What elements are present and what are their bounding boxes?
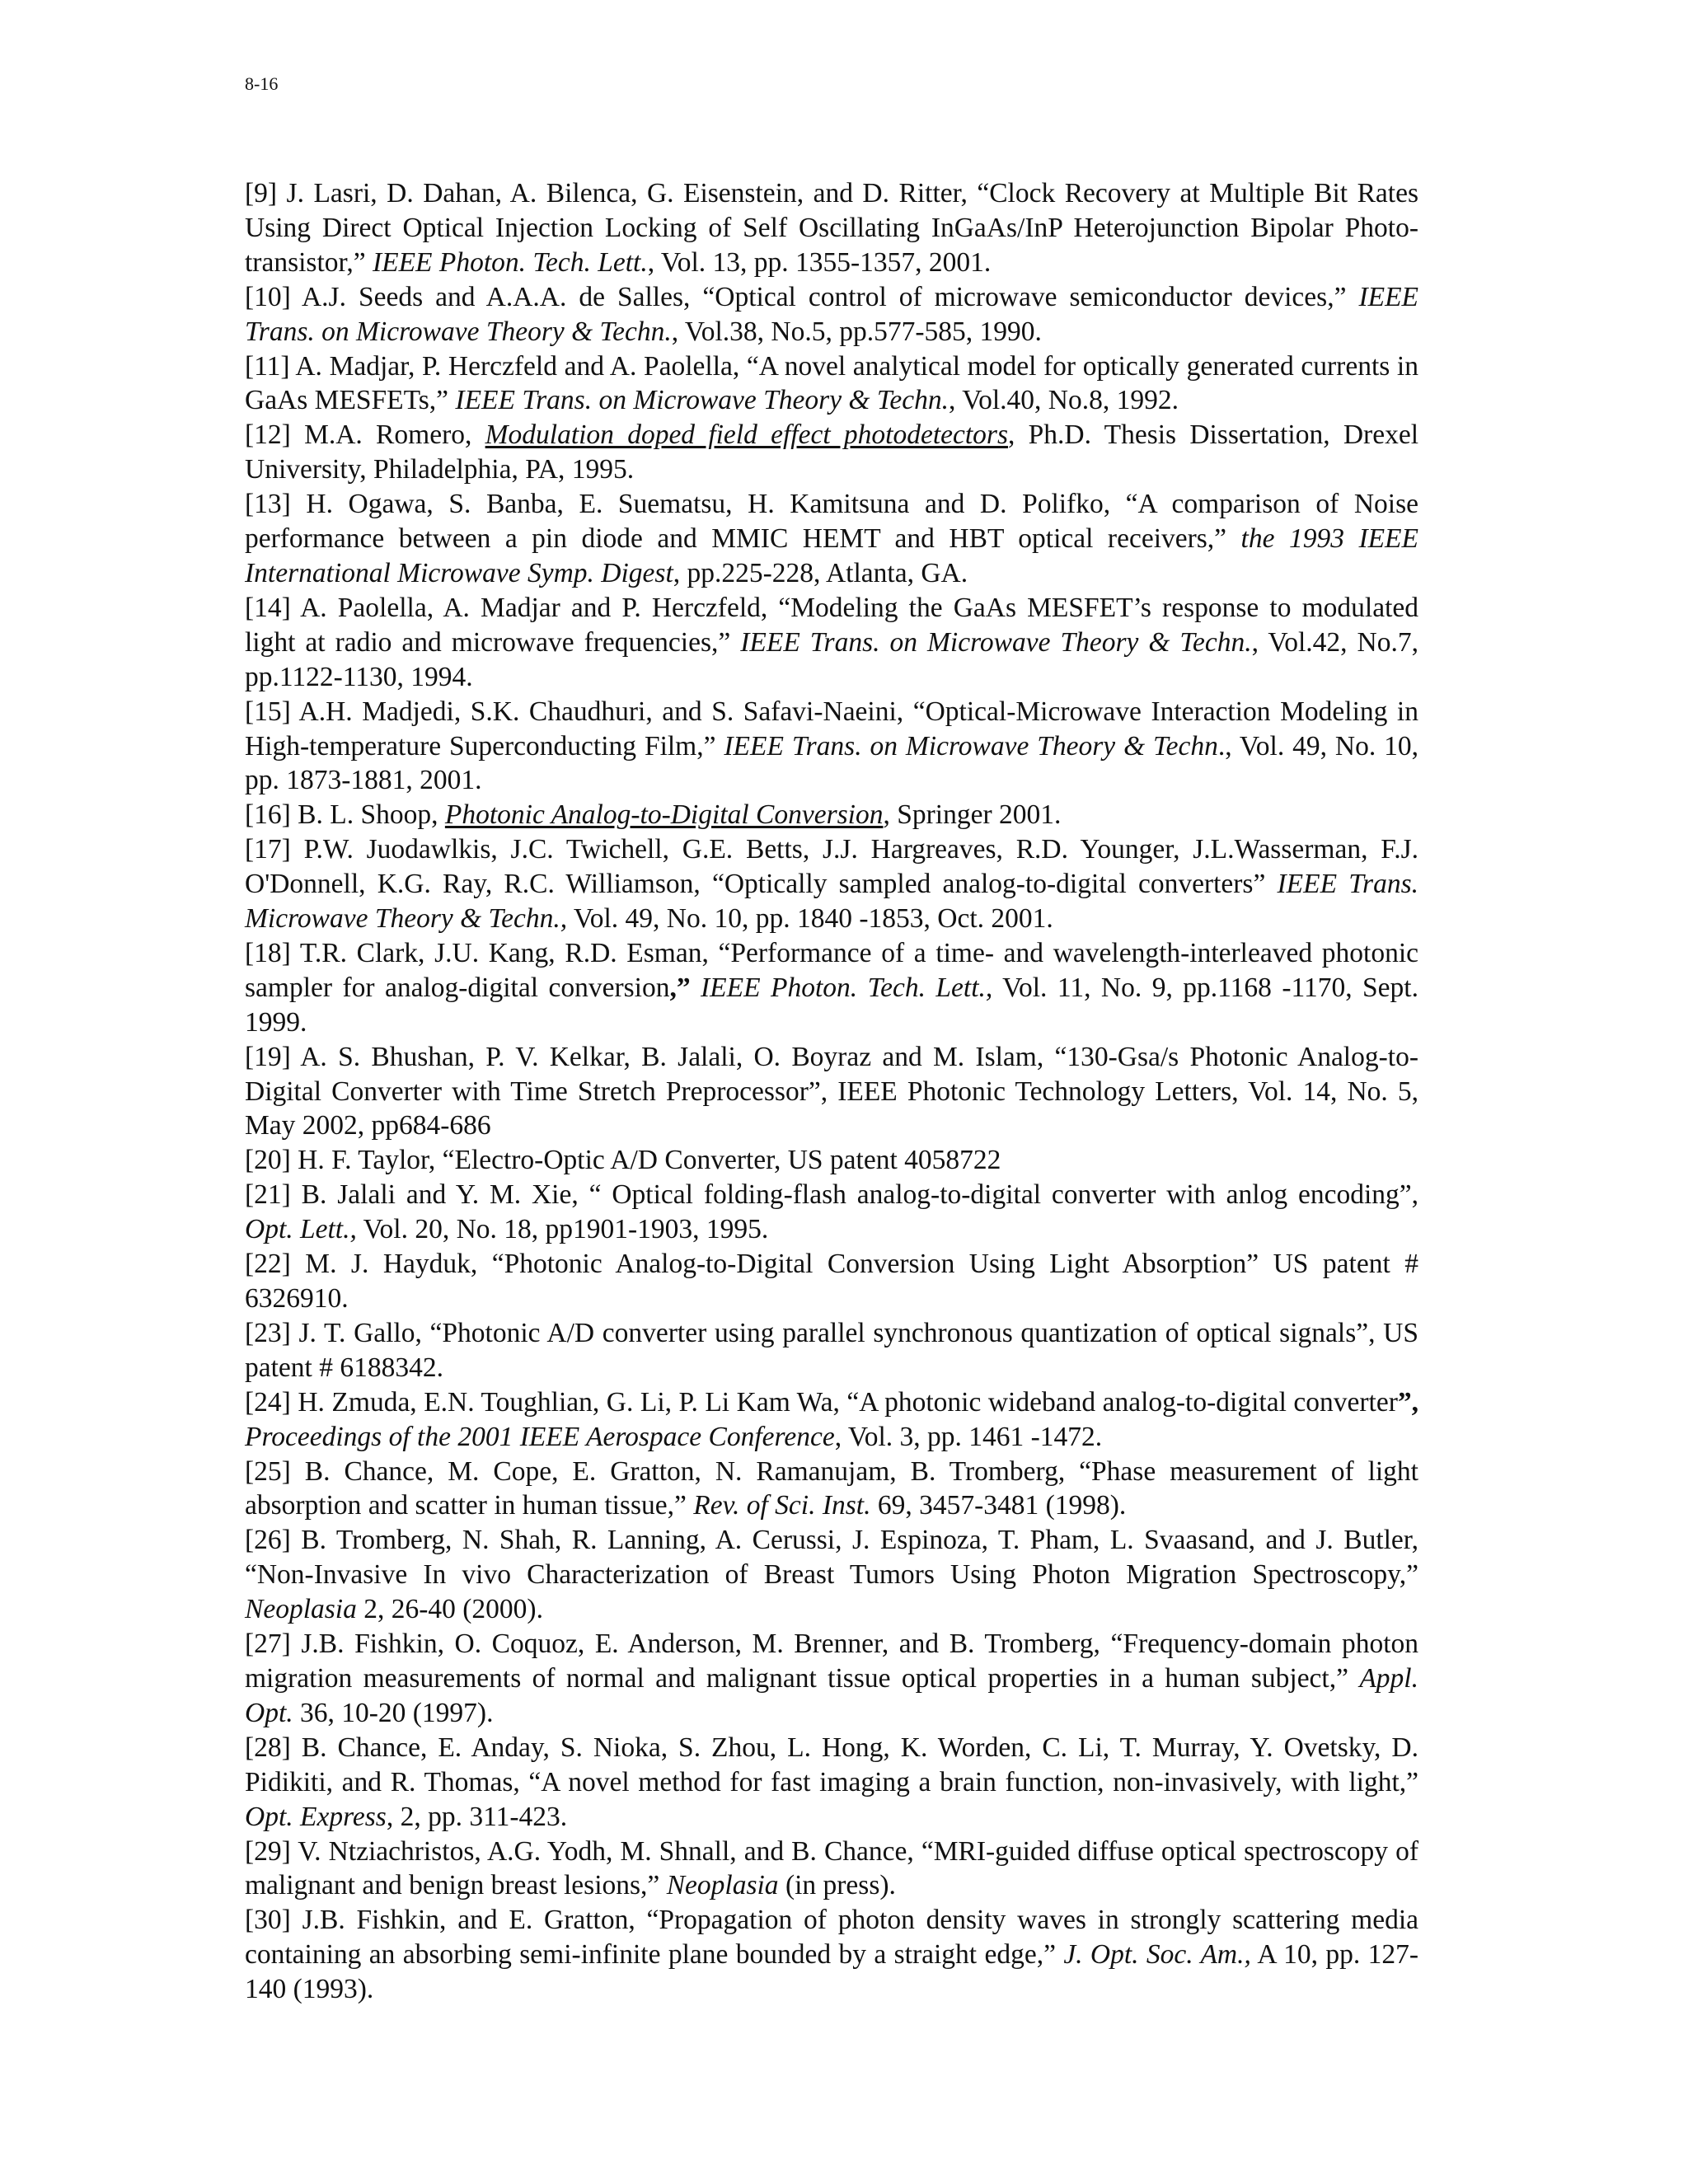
reference-entry (245, 1247, 1418, 1316)
reference-entry (245, 1731, 1418, 1835)
reference-text: [16] B. L. Shoop, (245, 799, 445, 831)
reference-text: [29] V. Ntziachristos, A.G. Yodh, M. Shnall, and B. Chance, “MRI-guided diffuse optical spectroscopy of malignant and benign breast lesions,” (245, 1835, 1418, 1901)
reference-text: [19] A. S. Bhushan, P. V. Kelkar, B. Jalali, O. Boyraz and M. Islam, “130-Gsa/s Photonic Analog-to-Digital Converter with Time Stretch Preprocessor”, IEEE Photonic Technology Letters, Vol. 14, No. 5, May 2002, pp684-686 (245, 1041, 1418, 1141)
reference-text: ”, (1397, 1386, 1418, 1418)
reference-text: [30] J.B. Fishkin, and E. Gratton, “Propagation of photon density waves in strongly scattering media containing an absorbing semi-infinite plane bounded by a straight edge,” (245, 1905, 1418, 1971)
reference-text: , Ph.D. Thesis Dissertation, Drexel University, Philadelphia, PA, 1995. (245, 419, 1419, 485)
journal-title: IEEE Trans. on Microwave Theory & Techn. (455, 385, 950, 416)
reference-text: [28] B. Chance, E. Anday, S. Nioka, S. Zhou, L. Hong, K. Worden, C. Li, T. Murray, Y. Ovetsky, D. Pidikiti, and R. Thomas, “A novel method for fast imaging a brain function, non-invasively, with light,” (245, 1732, 1418, 1797)
reference-entry (245, 591, 1418, 695)
reference-entry (245, 798, 1418, 832)
journal-title: the 1993 IEEE International Microwave Symp. Digest (245, 523, 1418, 588)
journal-title: Neoplasia (666, 1870, 779, 1901)
reference-text: (in press). (778, 1870, 896, 1901)
journal-title: Opt. Lett., (245, 1214, 357, 1245)
reference-text: [18] T.R. Clark, J.U. Kang, R.D. Esman, “Performance of a time- and wavelength-interleaved photonic sampler for analog-digital conversion (245, 937, 1418, 1003)
reference-entry (245, 1316, 1418, 1385)
journal-title: Opt. Express (245, 1801, 387, 1832)
reference-text: Modulation doped field effect photodetectors (485, 419, 1009, 451)
reference-text: [23] J. T. Gallo, “Photonic A/D converter using parallel synchronous quantization of optical signals”, US patent # 6188342. (245, 1317, 1418, 1383)
journal-title: J. Opt. Soc. Am., (1063, 1939, 1251, 1971)
reference-entry (245, 1040, 1418, 1144)
reference-text: ,” (669, 972, 691, 1003)
reference-text: [25] B. Chance, M. Cope, E. Gratton, N. Ramanujam, B. Tromberg, “Phase measurement of light absorption and scatter in human tissue,” (245, 1455, 1418, 1521)
reference-entry (245, 832, 1418, 936)
reference-text: [14] A. Paolella, A. Madjar and P. Herczfeld, “Modeling the GaAs MESFET’s response to modulated light at radio and microwave frequencies,” (245, 592, 1418, 658)
journal-title: IEEE Trans. on Microwave Theory & Techn. (740, 626, 1252, 658)
reference-entry (245, 1903, 1418, 2007)
journal-title: IEEE Trans. on Microwave Theory & Techn. (245, 281, 1418, 347)
reference-text: , Vol. 3, pp. 1461 -1472. (834, 1421, 1103, 1452)
reference-text: Vol. 49, No. 10, pp. 1840 -1853, Oct. 2001. (567, 903, 1053, 935)
reference-text: [13] H. Ogawa, S. Banba, E. Suematsu, H. Kamitsuna and D. Polifko, “A comparison of Noise performance between a pin diode and MMIC HEMT and HBT optical receivers,” (245, 489, 1418, 555)
reference-entry (245, 1385, 1418, 1455)
journal-title: Neoplasia (245, 1594, 357, 1625)
reference-text: [11] A. Madjar, P. Herczfeld and A. Paolella, “A novel analytical model for optically generated currents in GaAs MESFETs,” (245, 350, 1418, 416)
reference-text: [27] J.B. Fishkin, O. Coquoz, E. Anderson, M. Brenner, and B. Tromberg, “Frequency-domain photon migration measurements of normal and malignant tissue optical properties in a human subject,” (245, 1629, 1418, 1694)
reference-text: , Vol.38, No.5, pp.577-585, 1990. (671, 316, 1042, 347)
reference-entry (245, 176, 1418, 280)
journal-title: IEEE Photon. Tech. Lett., (701, 972, 993, 1003)
journal-title: Proceedings of the 2001 IEEE Aerospace Conference (245, 1421, 835, 1452)
book-title (445, 799, 884, 830)
reference-text: , 2, pp. 311-423. (386, 1801, 568, 1832)
reference-text: [15] A.H. Madjedi, S.K. Chaudhuri, and S. Safavi-Naeini, “Optical-Microwave Interaction Modeling in High-temperature Superconducting Film,” (245, 696, 1418, 762)
reference-text: Vol. 11, No. 9, pp.1168 -1170, Sept. 1999. (245, 972, 1418, 1038)
reference-entry (245, 418, 1418, 487)
reference-text: , Springer 2001. (883, 799, 1062, 831)
reference-text: [21] B. Jalali and Y. M. Xie, “ Optical folding-flash analog-to-digital converter with anlog encoding”, (245, 1179, 1418, 1211)
journal-title: Appl. Opt. (245, 1662, 1418, 1728)
reference-text: , pp.225-228, Atlanta, GA. (673, 557, 968, 588)
journal-title: IEEE Trans. Microwave Theory & Techn., (245, 869, 1418, 935)
reference-text: [24] H. Zmuda, E.N. Toughlian, G. Li, P. Li Kam Wa, “A photonic wideband analog-to-digital converter (245, 1386, 1398, 1418)
reference-text: [10] A.J. Seeds and A.A.A. de Salles, “Optical control of microwave semiconductor devices,” (245, 281, 1359, 312)
reference-entry (245, 1627, 1418, 1731)
reference-text (691, 972, 701, 1003)
reference-text: Photonic Analog-to-Digital Conversion (444, 799, 884, 831)
journal-title: Rev. of Sci. Inst. (693, 1490, 871, 1521)
reference-text: [22] M. J. Hayduk, “Photonic Analog-to-Digital Conversion Using Light Absorption” US patent # 6326910. (245, 1249, 1418, 1314)
reference-entry (245, 1835, 1418, 1904)
reference-text: 2, 26-40 (2000). (356, 1594, 543, 1625)
reference-entry (245, 487, 1418, 591)
reference-text: [9] J. Lasri, D. Dahan, A. Bilenca, G. Eisenstein, and D. Ritter, “Clock Recovery at Multiple Bit Rates Using Direct Optical Injection Locking of Self Oscillating InGaAs/InP Heterojunction Bipolar Photo-transistor,” (245, 178, 1418, 278)
reference-text: 36, 10-20 (1997). (293, 1697, 494, 1728)
reference-entry (245, 936, 1418, 1040)
reference-entry (245, 1523, 1418, 1627)
reference-entry (245, 1455, 1418, 1524)
reference-entry (245, 695, 1418, 799)
reference-entry (245, 349, 1418, 419)
reference-text: , Vol.42, No.7, pp.1122-1130, 1994. (245, 626, 1418, 692)
reference-entry (245, 1178, 1418, 1247)
journal-title: IEEE Photon. Tech. Lett. (372, 246, 648, 278)
reference-text: 69, 3457-3481 (1998). (870, 1490, 1127, 1521)
reference-text: , Vol.40, No.8, 1992. (949, 385, 1179, 416)
reference-text: A 10, pp. 127-140 (1993). (245, 1939, 1419, 2005)
reference-entry (245, 1143, 1418, 1178)
journal-title: IEEE Trans. on Microwave Theory & Techn (724, 730, 1218, 762)
reference-text: ., Vol. 49, No. 10, pp. 1873-1881, 2001. (245, 730, 1418, 796)
reference-entry (245, 280, 1418, 349)
reference-text: , Vol. 13, pp. 1355-1357, 2001. (647, 246, 992, 278)
page-number: 8-16 (245, 73, 279, 94)
reference-text: [20] H. F. Taylor, “Electro-Optic A/D Converter, US patent 4058722 (245, 1145, 1001, 1176)
reference-text: [12] M.A. Romero, (245, 419, 485, 451)
reference-list (245, 176, 1418, 2007)
reference-text: Vol. 20, No. 18, pp1901-1903, 1995. (356, 1214, 769, 1245)
reference-text: [17] P.W. Juodawlkis, J.C. Twichell, G.E. Betts, J.J. Hargreaves, R.D. Younger, J.L.Wasserman, F.J. O'Donnell, K.G. Ray, R.C. Williamson, “Optically sampled analog-to-digital converters” (245, 834, 1418, 900)
book-title (485, 419, 1008, 450)
reference-text: [26] B. Tromberg, N. Shah, R. Lanning, A. Cerussi, J. Espinoza, T. Pham, L. Svaasand, and J. Butler, “Non-Invasive In vivo Characterization of Breast Tumors Using Photon Migration Spectroscopy,” (245, 1525, 1418, 1591)
